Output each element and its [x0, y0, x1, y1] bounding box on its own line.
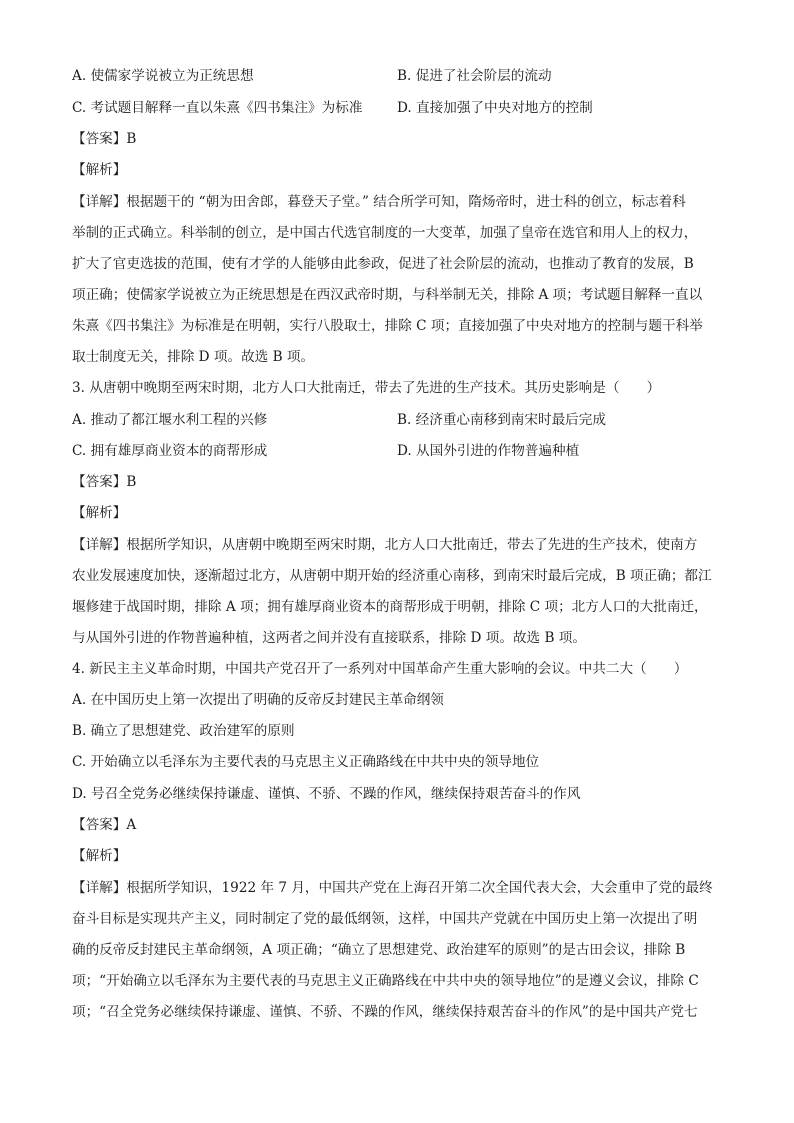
q4-detail-line: 项；“开始确立以毛泽东为主要代表的马克思主义正确路线在中共中央的领导地位”的是遵义会议，排除 C	[72, 973, 699, 989]
q4-answer: 【答案】A	[72, 817, 137, 833]
q2-answer: 【答案】B	[72, 131, 137, 147]
q2-detail-line: 朱熹《四书集注》为标准是在明朝，实行八股取士，排除 C 项；直接加强了中央对地方的控制与题干科举	[72, 318, 703, 334]
q3-analysis-label: 【解析】	[72, 505, 127, 521]
q2-option-b: B. 促进了社会阶层的流动	[397, 68, 552, 84]
q3-option-a: A. 推动了都江堰水利工程的兴修	[72, 412, 268, 428]
q4-option-d: D. 号召全党务必继续保持谦虚、谨慎、不骄、不躁的作风，继续保持艰苦奋斗的作风	[72, 786, 581, 802]
q2-analysis-label: 【解析】	[72, 162, 127, 178]
q4-stem: 4. 新民主主义革命时期，中国共产党召开了一系列对中国革命产生重大影响的会议。中共二大（ ）	[72, 661, 688, 677]
q3-stem: 3. 从唐朝中晚期至两宋时期，北方人口大批南迁，带去了先进的生产技术。其历史影响是（ ）	[72, 380, 661, 396]
q4-detail-line: 项；“召全党务必继续保持谦虚、谨慎、不骄、不躁的作风，继续保持艰苦奋斗的作风”的是中国共产党七	[72, 1004, 698, 1020]
q4-option-b: B. 确立了思想建党、政治建军的原则	[72, 723, 295, 739]
q3-detail-line: 与从国外引进的作物普遍种植，这两者之间并没有直接联系，排除 D 项。故选 B 项。	[72, 630, 586, 646]
q3-option-b: B. 经济重心南移到南宋时最后完成	[397, 412, 606, 428]
q4-analysis-label: 【解析】	[72, 848, 127, 864]
q2-option-d: D. 直接加强了中央对地方的控制	[397, 100, 593, 116]
q2-detail-line: 项正确；使儒家学说被立为正统思想是在西汉武帝时期，与科举制无关，排除 A 项；考试题目解释一直以	[72, 287, 703, 303]
q3-option-c: C. 拥有雄厚商业资本的商帮形成	[72, 443, 268, 459]
q3-answer: 【答案】B	[72, 474, 137, 490]
q2-option-c: C. 考试题目解释一直以朱熹《四书集注》为标准	[72, 100, 363, 116]
q4-option-c: C. 开始确立以毛泽东为主要代表的马克思主义正确路线在中共中央的领导地位	[72, 754, 540, 770]
q4-detail-line: 确的反帝反封建民主革命纲领，A 项正确；“确立了思想建党、政治建军的原则”的是古田会议，排除 B	[72, 942, 686, 958]
q3-detail-line: 【详解】根据所学知识，从唐朝中晚期至两宋时期，北方人口大批南迁，带去了先进的生产技术，使南方	[72, 537, 698, 553]
q4-detail-line: 奋斗目标是实现共产主义，同时制定了党的最低纲领，这样，中国共产党就在中国历史上第一次提出了明	[72, 911, 698, 927]
q2-detail-line: 【详解】根据题干的 “朝为田舍郎，暮登天子堂。” 结合所学可知，隋炀帝时，进士科的创立，标志着科	[72, 194, 686, 210]
q2-option-a: A. 使儒家学说被立为正统思想	[72, 68, 254, 84]
q4-option-a: A. 在中国历史上第一次提出了明确的反帝反封建民主革命纲领	[72, 692, 444, 708]
q3-option-d: D. 从国外引进的作物普遍种植	[397, 443, 580, 459]
q2-detail-line: 取士制度无关，排除 D 项。故选 B 项。	[72, 349, 315, 365]
q4-detail-line: 【详解】根据所学知识，1922 年 7 月，中国共产党在上海召开第二次全国代表大会，大会重申了党的最终	[72, 880, 713, 896]
q3-detail-line: 堰修建于战国时期，排除 A 项；拥有雄厚商业资本的商帮形成于明朝，排除 C 项；北方人口的大批南迁，	[72, 599, 708, 615]
q2-detail-line: 扩大了官吏选拔的范围，使有才学的人能够由此参政，促进了社会阶层的流动，也推动了教育的发展，B	[72, 256, 694, 272]
q3-detail-line: 农业发展速度加快，逐渐超过北方，从唐朝中期开始的经济重心南移，到南宋时最后完成，B 项正确；都江	[72, 568, 712, 584]
q2-detail-line: 举制的正式确立。科举制的创立，是中国古代选官制度的一大变革，加强了皇帝在选官和用人上的权力，	[72, 225, 698, 241]
